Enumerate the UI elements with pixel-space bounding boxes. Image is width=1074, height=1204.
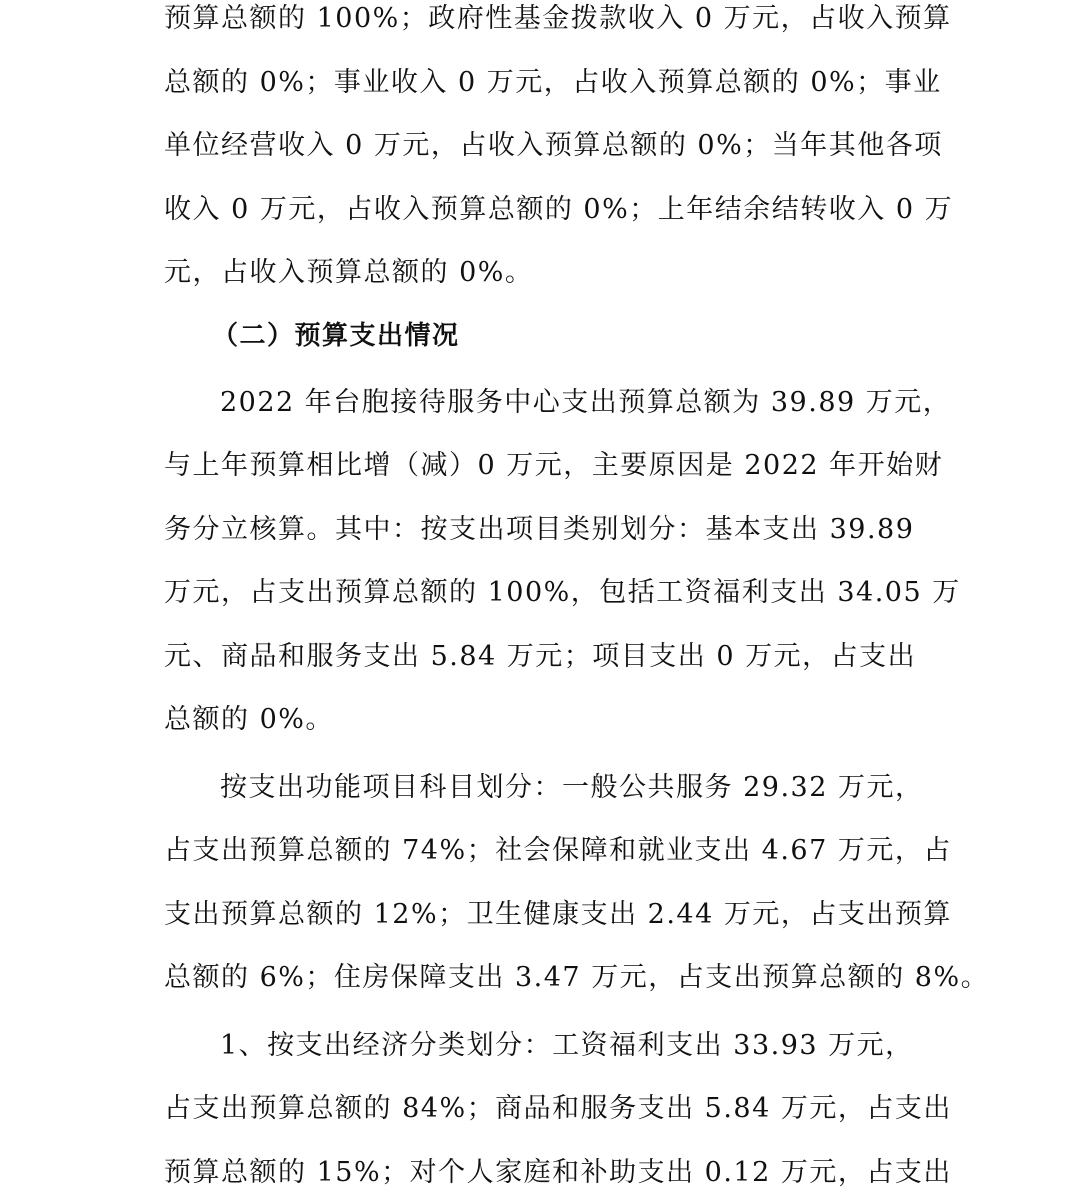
text-line: 2022 年台胞接待服务中心支出预算总额为 39.89 万元， <box>164 371 912 435</box>
text-line: 1、按支出经济分类划分：工资福利支出 33.93 万元， <box>164 1014 912 1078</box>
text-line: 与上年预算相比增（减）0 万元，主要原因是 2022 年开始财 <box>164 434 912 498</box>
text-line: 占支出预算总额的 84%；商品和服务支出 5.84 万元，占支出 <box>164 1077 912 1141</box>
text-line: 元，占收入预算总额的 0%。 <box>164 241 912 305</box>
text-line: 单位经营收入 0 万元，占收入预算总额的 0%；当年其他各项 <box>164 114 912 178</box>
text-line: 总额的 0%。 <box>164 688 912 752</box>
document-body <box>164 0 912 1204</box>
text-line: 预算总额的 15%；对个人家庭和补助支出 0.12 万元，占支出 <box>164 1141 912 1204</box>
text-line: 万元，占支出预算总额的 100%，包括工资福利支出 34.05 万 <box>164 561 912 625</box>
text-line: 务分立核算。其中：按支出项目类别划分：基本支出 39.89 <box>164 498 912 562</box>
text-line: 占支出预算总额的 74%；社会保障和就业支出 4.67 万元，占 <box>164 819 912 883</box>
text-line: 总额的 6%；住房保障支出 3.47 万元，占支出预算总额的 8%。 <box>164 946 912 1010</box>
text-line: 元、商品和服务支出 5.84 万元；项目支出 0 万元，占支出 <box>164 625 912 689</box>
text-line: 支出预算总额的 12%；卫生健康支出 2.44 万元，占支出预算 <box>164 883 912 947</box>
text-line: 预算总额的 100%；政府性基金拨款收入 0 万元，占收入预算 <box>164 0 912 51</box>
text-line: 收入 0 万元，占收入预算总额的 0%；上年结余结转收入 0 万 <box>164 178 912 242</box>
text-line: 总额的 0%；事业收入 0 万元，占收入预算总额的 0%；事业 <box>164 51 912 115</box>
text-line: 按支出功能项目科目划分：一般公共服务 29.32 万元， <box>164 756 912 820</box>
section-heading: （二）预算支出情况 <box>164 305 912 371</box>
